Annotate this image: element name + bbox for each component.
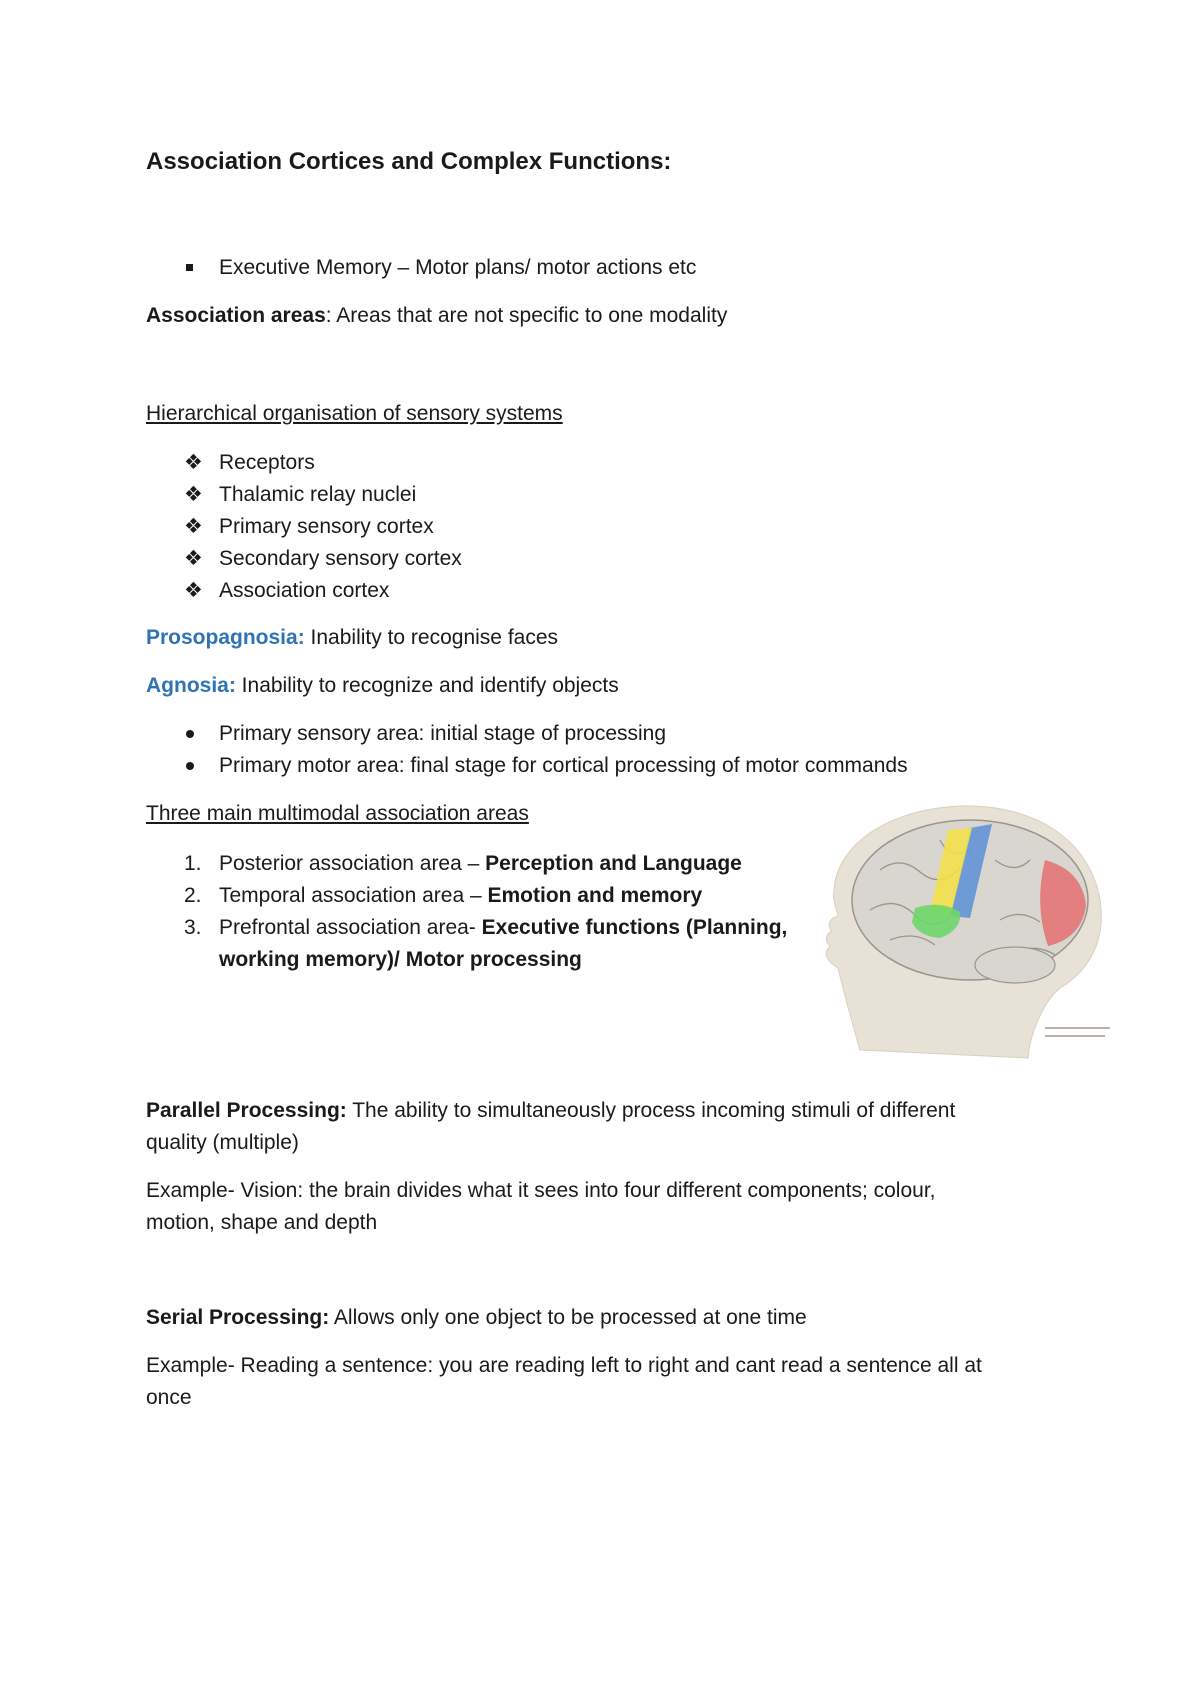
list-item: 2. Temporal association area – Emotion and memory: [184, 884, 703, 907]
parallel-processing-example: Example- Vision: the brain divides what it sees into four different components; colour, motion, shape and depth: [146, 1179, 936, 1234]
list-item: Primary motor area: final stage for cortical processing of motor commands: [146, 750, 908, 782]
prosopagnosia-definition: Prosopagnosia: Inability to recognise faces: [146, 626, 559, 649]
agnosia-definition: Agnosia: Inability to recognize and identify objects: [146, 674, 619, 697]
diamond-bullet-icon: ❖: [184, 547, 203, 570]
round-bullet-icon: [186, 762, 194, 770]
executive-list: [146, 252, 696, 284]
diamond-bullet-icon: ❖: [184, 579, 203, 602]
list-item-continuation: working memory)/ Motor processing: [219, 948, 582, 971]
serial-processing-definition: Serial Processing: Allows only one object to be processed at one time: [146, 1306, 807, 1329]
square-bullet-icon: [186, 264, 193, 271]
list-item: ❖ Association cortex: [146, 575, 462, 607]
diamond-bullet-icon: ❖: [184, 483, 203, 506]
multimodal-list: [146, 848, 787, 976]
list-item: 1. Posterior association area – Perception and Language: [184, 852, 742, 875]
hierarchical-heading: Hierarchical organisation of sensory systems: [146, 402, 563, 425]
list-item: Primary sensory area: initial stage of processing: [146, 718, 908, 750]
serial-processing-example: Example- Reading a sentence: you are reading left to right and cant read a sentence all at once: [146, 1354, 982, 1409]
parallel-processing-definition: Parallel Processing: The ability to simultaneously process incoming stimuli of different quality (multiple): [146, 1099, 956, 1154]
page-title: Association Cortices and Complex Functions:: [146, 148, 672, 175]
list-item: Executive Memory – Motor plans/ motor actions etc: [146, 252, 696, 284]
list-item: 3. Prefrontal association area- Executive functions (Planning,: [184, 916, 788, 939]
multimodal-heading: Three main multimodal association areas: [146, 802, 529, 825]
association-areas-definition: Association areas: Areas that are not specific to one modality: [146, 304, 728, 327]
list-item: ❖ Thalamic relay nuclei: [146, 479, 462, 511]
primary-areas-list: [146, 718, 908, 782]
diamond-bullet-icon: ❖: [184, 515, 203, 538]
list-item: ❖ Receptors: [146, 447, 462, 479]
brain-diagram: [820, 800, 1120, 1062]
list-item: ❖ Secondary sensory cortex: [146, 543, 462, 575]
hierarchical-list: [146, 447, 462, 607]
cerebellum: [975, 947, 1055, 983]
list-item: ❖ Primary sensory cortex: [146, 511, 462, 543]
round-bullet-icon: [186, 730, 194, 738]
diamond-bullet-icon: ❖: [184, 451, 203, 474]
